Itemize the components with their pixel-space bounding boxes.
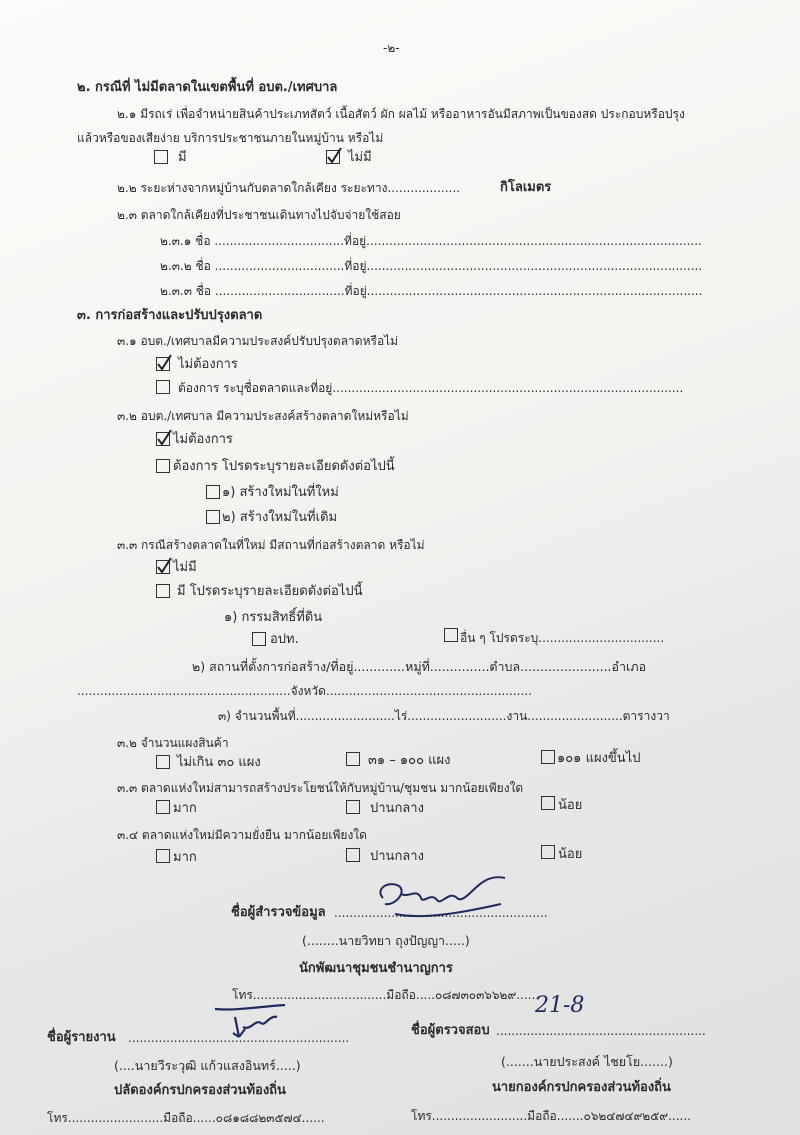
q31-a-checkbox[interactable] (156, 357, 170, 371)
q33-2b-text: ........................................................จังหวัด...................................................... (77, 684, 532, 698)
q21-yes-checkbox[interactable] (154, 150, 168, 164)
q35-a-label: มาก (173, 801, 197, 816)
checkmark-icon (156, 429, 172, 447)
q33-text: ๓.๓ กรณีสร้างตลาดในที่ใหม่ มีสถานที่ก่อสร้างตลาด หรือไม่ (117, 538, 425, 552)
q33-3-text: ๓) จำนวนพื้นที่..........................ไร่..........................งาน.........................ตารางวา (218, 709, 670, 723)
q21-text-line1: ๒.๑ มีรถเร่ เพื่อจำหน่ายสินค้าประเภทสัตว์ เนื้อสัตว์ ผัก ผลไม้ หรืออาหารอันมีสภาพเป็นของสด ประกอบหรือปรุง (117, 107, 685, 121)
q23-text: ๒.๓ ตลาดใกล้เคียงที่ประชาชนเดินทางไปจับจ่ายใช้สอย (117, 208, 401, 222)
inspector-label: ชื่อผู้ตรวจสอบ (411, 1023, 490, 1038)
q34-a-checkbox[interactable] (156, 755, 170, 769)
q231-text: ๒.๓.๑ ชื่อ ..................................ที่อยู่........................................................................................ (160, 234, 702, 248)
q32-a-checkbox[interactable] (156, 432, 170, 446)
q33-1a-checkbox[interactable] (252, 632, 266, 646)
section-2-heading: ๒. กรณีที่ ไม่มีตลาดในเขตพื้นที่ อบต./เทศบาล (77, 80, 338, 95)
reporter-position: ปลัดองค์กรปกครองส่วนท้องถิ่น (114, 1083, 286, 1098)
checkmark-icon (156, 354, 172, 372)
q33-1-text: ๑) กรรมสิทธิ์ที่ดิน (224, 610, 323, 625)
q36-c-label: น้อย (558, 847, 583, 862)
q36-a-label: มาก (173, 850, 197, 865)
q232-text: ๒.๓.๒ ชื่อ ..................................ที่อยู่........................................................................................ (160, 259, 703, 273)
checkmark-icon (156, 557, 172, 575)
q21-yes-label: มี (178, 150, 187, 165)
surveyor-dots: ........................................................ (334, 906, 548, 920)
surveyor-name: (........นายวิทยา ถุงปัญญา.....) (302, 933, 470, 948)
section-3-heading: ๓. การก่อสร้างและปรับปรุงตลาด (77, 308, 263, 323)
q21-no-checkbox[interactable] (326, 150, 340, 164)
q34-c-label: ๑๐๑ แผงขึ้นไป (557, 751, 641, 766)
q21-no-label: ไม่มี (348, 150, 372, 165)
q31-text: ๓.๑ อบต./เทศบาลมีความประสงค์ปรับปรุงตลาดหรือไม่ (117, 334, 399, 348)
q35-b-checkbox[interactable] (346, 800, 360, 814)
q34-a-label: ไม่เกิน ๓๐ แผง (177, 755, 261, 770)
q36-text: ๓.๔ ตลาดแห่งใหม่มีความยั่งยืน มากน้อยเพียงใด (117, 828, 367, 842)
reporter-dots: .......................................................... (128, 1031, 350, 1045)
q233-text: ๒.๓.๓ ชื่อ ..................................ที่อยู่........................................................................................ (160, 284, 703, 298)
q36-a-checkbox[interactable] (156, 849, 170, 863)
q35-a-checkbox[interactable] (156, 800, 170, 814)
q36-b-checkbox[interactable] (346, 848, 360, 862)
inspector-name: (.......นายประสงค์ ไชยโย.......) (501, 1054, 673, 1069)
q32-b2-label: ๒) สร้างใหม่ในที่เดิม (222, 510, 338, 525)
q35-c-label: น้อย (558, 798, 583, 813)
inspector-dots: ....................................................... (496, 1024, 706, 1038)
reporter-label: ชื่อผู้รายงาน (47, 1030, 116, 1045)
q22-text: ๒.๒ ระยะห่างจากหมู่บ้านกับตลาดใกล้เคียง ระยะทาง................... (117, 181, 460, 195)
q33-2-text: ๒) สถานที่ตั้งการก่อสร้าง/ที่อยู่.............หมู่ที่...............ตำบล.......................อำเภอ (192, 659, 647, 674)
inspector-phone: โทร.........................มือถือ.......๐๖๒๔๗๔๙๒๕๙...... (411, 1109, 691, 1123)
q32-a-label: ไม่ต้องการ (173, 432, 233, 447)
reporter-phone: โทร.........................มือถือ......๐๘๑๘๘๒๓๕๗๔...... (47, 1111, 325, 1125)
q32-b2-checkbox[interactable] (206, 510, 220, 524)
q33-1b-checkbox[interactable] (444, 628, 458, 642)
q31-b-label: ต้องการ ระบุชื่อตลาดและที่อยู่............................................................................................ (178, 381, 684, 395)
q21-text-line2: แล้วหรือของเสียง่าย บริการประชาชนภายในหมู่บ้าน หรือไม่ (77, 131, 384, 145)
q35-text: ๓.๓ ตลาดแห่งใหม่สามารถสร้างประโยชน์ให้กับหมู่บ้าน/ชุมชน มากน้อยเพียงใด (117, 781, 524, 795)
q31-b-checkbox[interactable] (156, 380, 170, 394)
q34-b-checkbox[interactable] (346, 752, 360, 766)
q33-b-label: มี โปรดระบุรายละเอียดดังต่อไปนี้ (177, 584, 363, 599)
q32-b-checkbox[interactable] (156, 459, 170, 473)
surveyor-position: นักพัฒนาชุมชนชำนาญการ (299, 961, 453, 976)
q36-c-checkbox[interactable] (541, 845, 555, 859)
q35-b-label: ปานกลาง (370, 801, 424, 816)
surveyor-phone: โทร...................................มือถือ.....๐๘๗๓๐๓๖๖๒๙...... (232, 988, 540, 1002)
q35-c-checkbox[interactable] (541, 796, 555, 810)
q32-text: ๓.๒ อบต./เทศบาล มีความประสงค์สร้างตลาดใหม่หรือไม่ (117, 409, 409, 423)
q32-b-label: ต้องการ โปรดระบุรายละเอียดดังต่อไปนี้ (173, 459, 395, 474)
checkmark-icon (326, 147, 342, 165)
reporter-name: (....นายวีระวุฒิ แก้วแสงอินทร์.....) (114, 1058, 301, 1073)
q33-a-label: ไม่มี (173, 560, 197, 575)
q32-b1-checkbox[interactable] (206, 485, 220, 499)
q33-1a-label: อปท. (270, 632, 299, 647)
q32-b1-label: ๑) สร้างใหม่ในที่ใหม่ (222, 485, 339, 500)
q34-c-checkbox[interactable] (541, 750, 555, 764)
surveyor-label: ชื่อผู้สำรวจข้อมูล (231, 905, 326, 920)
q33-1b-label: อื่น ๆ โปรดระบุ................................. (460, 631, 665, 645)
inspector-position: นายกองค์กรปกครองส่วนท้องถิ่น (492, 1080, 671, 1095)
q31-a-label: ไม่ต้องการ (178, 357, 238, 372)
q34-text: ๓.๒ จำนวนแผงสินค้า (117, 736, 229, 750)
q22-unit: กิโลเมตร (500, 180, 552, 195)
inspector-date-handwriting: 21-8 (535, 993, 585, 1018)
q34-b-label: ๓๑ – ๑๐๐ แผง (368, 753, 451, 768)
page-number: -๒- (383, 41, 400, 55)
q36-b-label: ปานกลาง (370, 849, 424, 864)
q33-b-checkbox[interactable] (156, 584, 170, 598)
q33-a-checkbox[interactable] (156, 560, 170, 574)
